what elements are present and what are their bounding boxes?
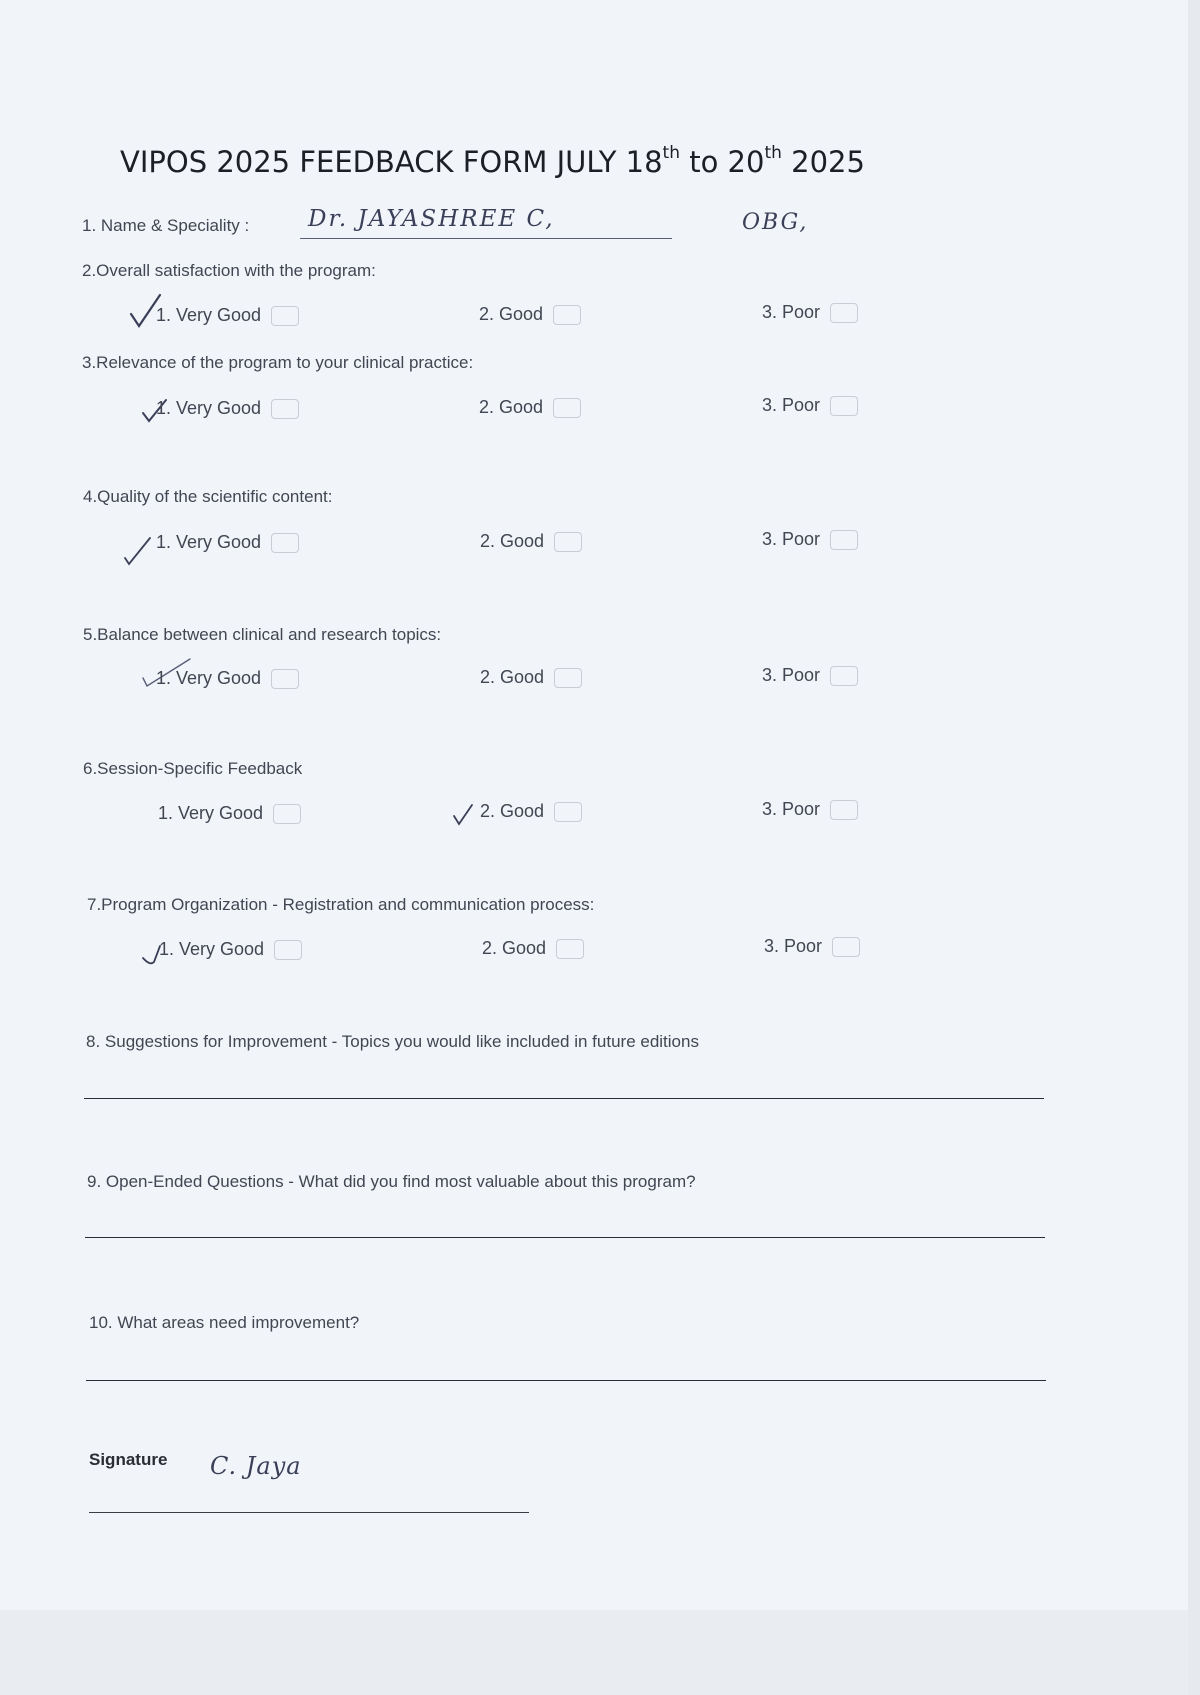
title-main: VIPOS 2025 FEEDBACK FORM JULY 18 [120,145,663,179]
checkbox[interactable] [830,800,858,820]
q4-option-poor[interactable]: 3. Poor [762,529,858,550]
answer-line-10[interactable] [86,1380,1046,1381]
scan-bottom-edge [0,1610,1200,1695]
handwritten-speciality[interactable]: OBG, [742,210,809,235]
q5-option-poor[interactable]: 3. Poor [762,665,858,686]
title-mid: to 20 [680,145,765,179]
title-end: 2025 [781,145,865,179]
checkbox[interactable] [830,530,858,550]
q4-option-very-good[interactable]: 1. Very Good [156,532,299,553]
q5-option-good[interactable]: 2. Good [480,667,582,688]
checkbox[interactable] [554,532,582,552]
scan-right-edge [1188,0,1200,1695]
checkbox[interactable] [830,303,858,323]
question-4-label: 4.Quality of the scientific content: [83,487,333,506]
signature-label: Signature [89,1450,168,1469]
checkbox[interactable] [271,306,299,326]
q7-option-poor[interactable]: 3. Poor [764,936,860,957]
checkbox[interactable] [554,802,582,822]
checkmark-icon [452,802,476,828]
checkbox[interactable] [830,666,858,686]
checkbox[interactable] [271,533,299,553]
answer-line-9[interactable] [85,1237,1045,1238]
question-9-label: 9. Open-Ended Questions - What did you find most valuable about this program? [87,1172,696,1191]
answer-line-8[interactable] [84,1098,1044,1099]
q4-option-good[interactable]: 2. Good [480,531,582,552]
q5-option-very-good[interactable]: 1. Very Good [156,668,299,689]
name-speciality-label: 1. Name & Speciality : [82,216,250,235]
question-7-label: 7.Program Organization - Registration and communication process: [87,895,595,914]
q3-option-good[interactable]: 2. Good [479,397,581,418]
question-8-label: 8. Suggestions for Improvement - Topics you would like included in future editions [86,1032,699,1051]
q2-option-very-good[interactable]: 1. Very Good [156,305,299,326]
checkbox[interactable] [832,937,860,957]
checkbox[interactable] [553,398,581,418]
q7-option-good[interactable]: 2. Good [482,938,584,959]
checkbox[interactable] [273,804,301,824]
name-underline [300,238,672,239]
question-5-label: 5.Balance between clinical and research topics: [83,625,442,644]
form-title [120,145,980,179]
q2-option-good[interactable]: 2. Good [479,304,581,325]
handwritten-signature[interactable]: C. Jaya [210,1452,302,1480]
checkbox[interactable] [554,668,582,688]
title-sup-1: th [662,143,680,163]
q6-option-poor[interactable]: 3. Poor [762,799,858,820]
checkbox[interactable] [830,396,858,416]
q7-option-very-good[interactable]: 1. Very Good [159,939,302,960]
checkbox[interactable] [556,939,584,959]
q6-option-good[interactable]: 2. Good [480,801,582,822]
q2-option-poor[interactable]: 3. Poor [762,302,858,323]
question-3-label: 3.Relevance of the program to your clinical practice: [82,353,474,372]
checkbox[interactable] [274,940,302,960]
q3-option-poor[interactable]: 3. Poor [762,395,858,416]
checkbox[interactable] [553,305,581,325]
checkmark-icon [122,534,154,568]
q6-option-very-good[interactable]: 1. Very Good [158,803,301,824]
title-sup-2: th [764,143,782,163]
question-10-label: 10. What areas need improvement? [89,1313,360,1332]
question-2-label: 2.Overall satisfaction with the program: [82,261,376,280]
signature-line [89,1512,529,1513]
question-6-label: 6.Session-Specific Feedback [83,759,303,778]
handwritten-name[interactable]: Dr. JAYASHREE C, [308,206,555,232]
q3-option-very-good[interactable]: 1. Very Good [156,398,299,419]
checkbox[interactable] [271,399,299,419]
checkbox[interactable] [271,669,299,689]
